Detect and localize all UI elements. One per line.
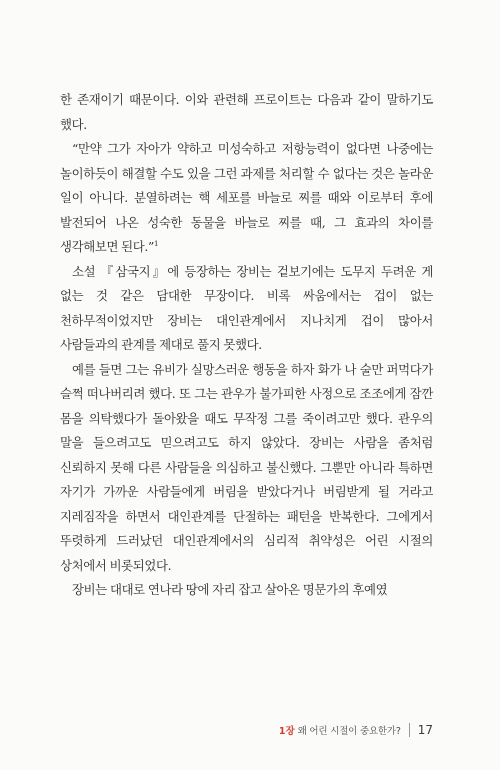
running-footer xyxy=(200,720,433,740)
footnote-marker[interactable]: 1 xyxy=(154,239,159,248)
footer-divider xyxy=(409,723,410,737)
chapter-title: 왜 어린 시절이 중요한가? xyxy=(297,726,401,737)
paragraph-zhang-fei-lineage: 장비는 대대로 연나라 땅에 자리 잡고 살아온 명문가의 후예였 xyxy=(72,582,388,597)
paragraph-intro: 한 존재이기 때문이다. 이와 관련해 프로이트는 다음과 같이 말하기도 했다. xyxy=(60,92,433,132)
page-number: 17 xyxy=(417,723,433,737)
paragraph-zhang-fei-intro: 소설 『삼국지』에 등장하는 장비는 겉보기에는 도무지 두려운 게 없는 것 같은 담대한 무장이다. 비록 싸움에서는 겁이 없는 천하무적이었지만 장비는 대인관계에서 지나치게 겁이 많아서 사람들과의 관계를 제대로 풀지 못했다. xyxy=(60,263,433,352)
paragraph-freud-quote xyxy=(60,137,433,260)
chapter-label: 1장 xyxy=(278,726,295,737)
page-body xyxy=(60,88,433,603)
quote-text: “만약 그가 자아가 약하고 미성숙하고 저항능력이 없다면 나중에는 놀이하듯이 해결할 수도 있을 그런 과제를 처리할 수 없다는 것은 놀라운 일이 아니다. 분열하려는 핵 세포를 바늘로 찌를 때와 이로부터 후에 발전되어 나온 성숙한 동물을 바늘로 찌를 때, 그 효과의 차이를 생각해보면 된다.” xyxy=(60,141,433,254)
paragraph-zhang-fei-example: 예를 들면 그는 유비가 실망스러운 행동을 하자 화가 나 술만 퍼먹다가 슬쩍 떠나버리려 했다. 또 그는 관우가 불가피한 사정으로 조조에게 잠깐 몸을 의탁했다가 돌아왔을 때도 무작정 그를 죽이려고만 했다. 관우의 말을 들으려고도 믿으려고도 하지 않았다. 장비는 사람을 좀처럼 신뢰하지 못해 다른 사람들을 의심하고 불신했다. 그뿐만 아니라 특하면 자기가 가까운 사람들에게 버림을 받았다거나 버림받게 될 거라고 지레짐작을 하면서 대인관계를 단절하는 패턴을 반복한다. 그에게서 뚜렷하게 드러났던 대인관계에서의 심리적 취약성은 어린 시절의 상처에서 비롯되었다. xyxy=(60,361,433,573)
